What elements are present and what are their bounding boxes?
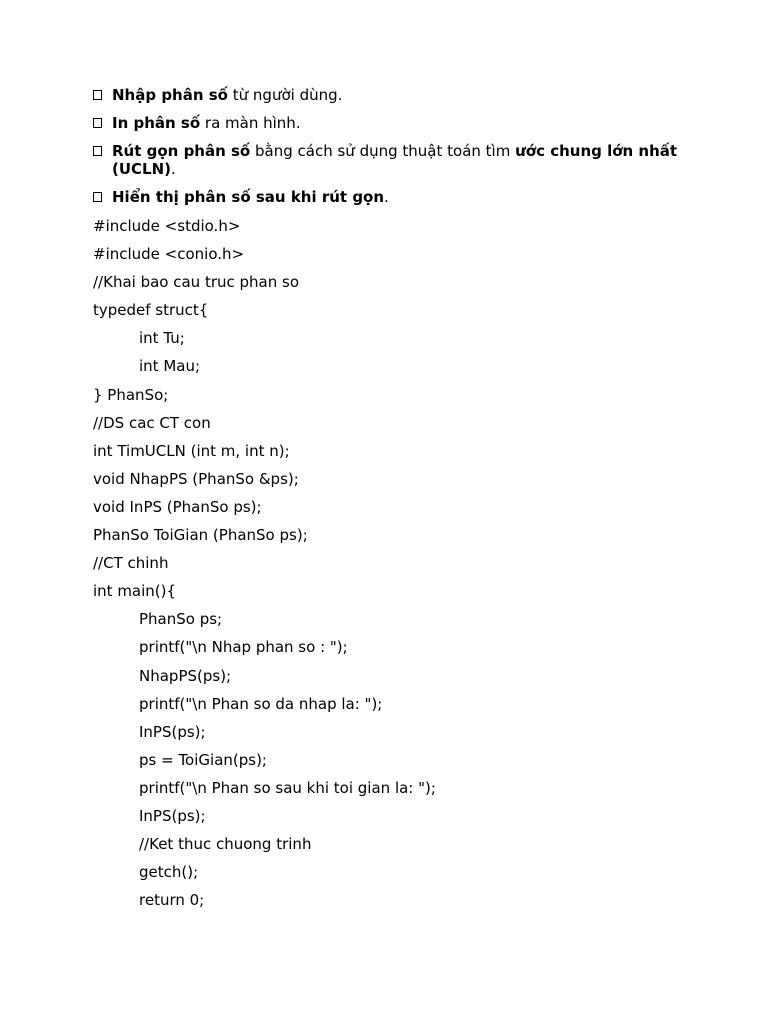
feature-text-bold: In phân số bbox=[112, 114, 201, 132]
feature-item bbox=[93, 114, 683, 132]
code-line: #include <stdio.h> bbox=[93, 217, 241, 235]
code-line: //DS cac CT con bbox=[93, 413, 211, 432]
code-line: PhanSo ToiGian (PhanSo ps); bbox=[93, 526, 308, 545]
code-line: NhapPS(ps); bbox=[139, 666, 232, 685]
code-line: printf("\n Phan so da nhap la: "); bbox=[139, 694, 383, 713]
code-line: //CT chinh bbox=[93, 554, 169, 573]
feature-text-bold: Hiển thị phân số sau khi rút gọn bbox=[112, 188, 385, 206]
feature-text-bold: Rút gọn phân số bbox=[112, 142, 251, 160]
bullet-box-icon bbox=[93, 118, 102, 128]
feature-text: bằng cách sử dụng thuật toán tìm bbox=[250, 142, 516, 160]
code-line: getch(); bbox=[139, 863, 199, 882]
code-line: printf("\n Phan so sau khi toi gian la: "); bbox=[139, 778, 436, 797]
feature-item bbox=[93, 188, 683, 206]
code-line: printf("\n Nhap phan so : "); bbox=[139, 638, 348, 657]
feature-text: . bbox=[171, 160, 176, 178]
code-line: void NhapPS (PhanSo &ps); bbox=[93, 469, 299, 488]
feature-text-bold: Nhập phân số bbox=[112, 86, 228, 104]
code-line: int main(){ bbox=[93, 582, 177, 601]
code-line: typedef struct{ bbox=[93, 301, 209, 320]
code-line: int TimUCLN (int m, int n); bbox=[93, 441, 290, 460]
code-line: ps = ToiGian(ps); bbox=[139, 750, 267, 769]
feature-text: ra màn hình. bbox=[200, 114, 301, 132]
bullet-box-icon bbox=[93, 90, 102, 100]
feature-text-bold: ước chung lớn nhất (UCLN) bbox=[112, 142, 678, 178]
code-line: int Tu; bbox=[139, 329, 185, 348]
code-line: #include <conio.h> bbox=[93, 245, 245, 264]
feature-item bbox=[93, 142, 683, 178]
code-line: InPS(ps); bbox=[139, 806, 206, 825]
code-line: int Mau; bbox=[139, 357, 201, 376]
code-line: //Ket thuc chuong trinh bbox=[139, 835, 312, 854]
bullet-box-icon bbox=[93, 192, 102, 202]
code-line: InPS(ps); bbox=[139, 722, 206, 741]
feature-item bbox=[93, 86, 683, 104]
bullet-box-icon bbox=[93, 146, 102, 156]
code-line: return 0; bbox=[139, 891, 205, 910]
feature-text: từ người dùng. bbox=[228, 86, 343, 104]
feature-text: . bbox=[384, 188, 389, 206]
feature-list bbox=[93, 86, 683, 216]
code-line: } PhanSo; bbox=[93, 385, 169, 404]
code-listing bbox=[93, 216, 436, 918]
code-line: //Khai bao cau truc phan so bbox=[93, 273, 300, 292]
code-line: PhanSo ps; bbox=[139, 610, 223, 629]
code-line: void InPS (PhanSo ps); bbox=[93, 497, 262, 516]
